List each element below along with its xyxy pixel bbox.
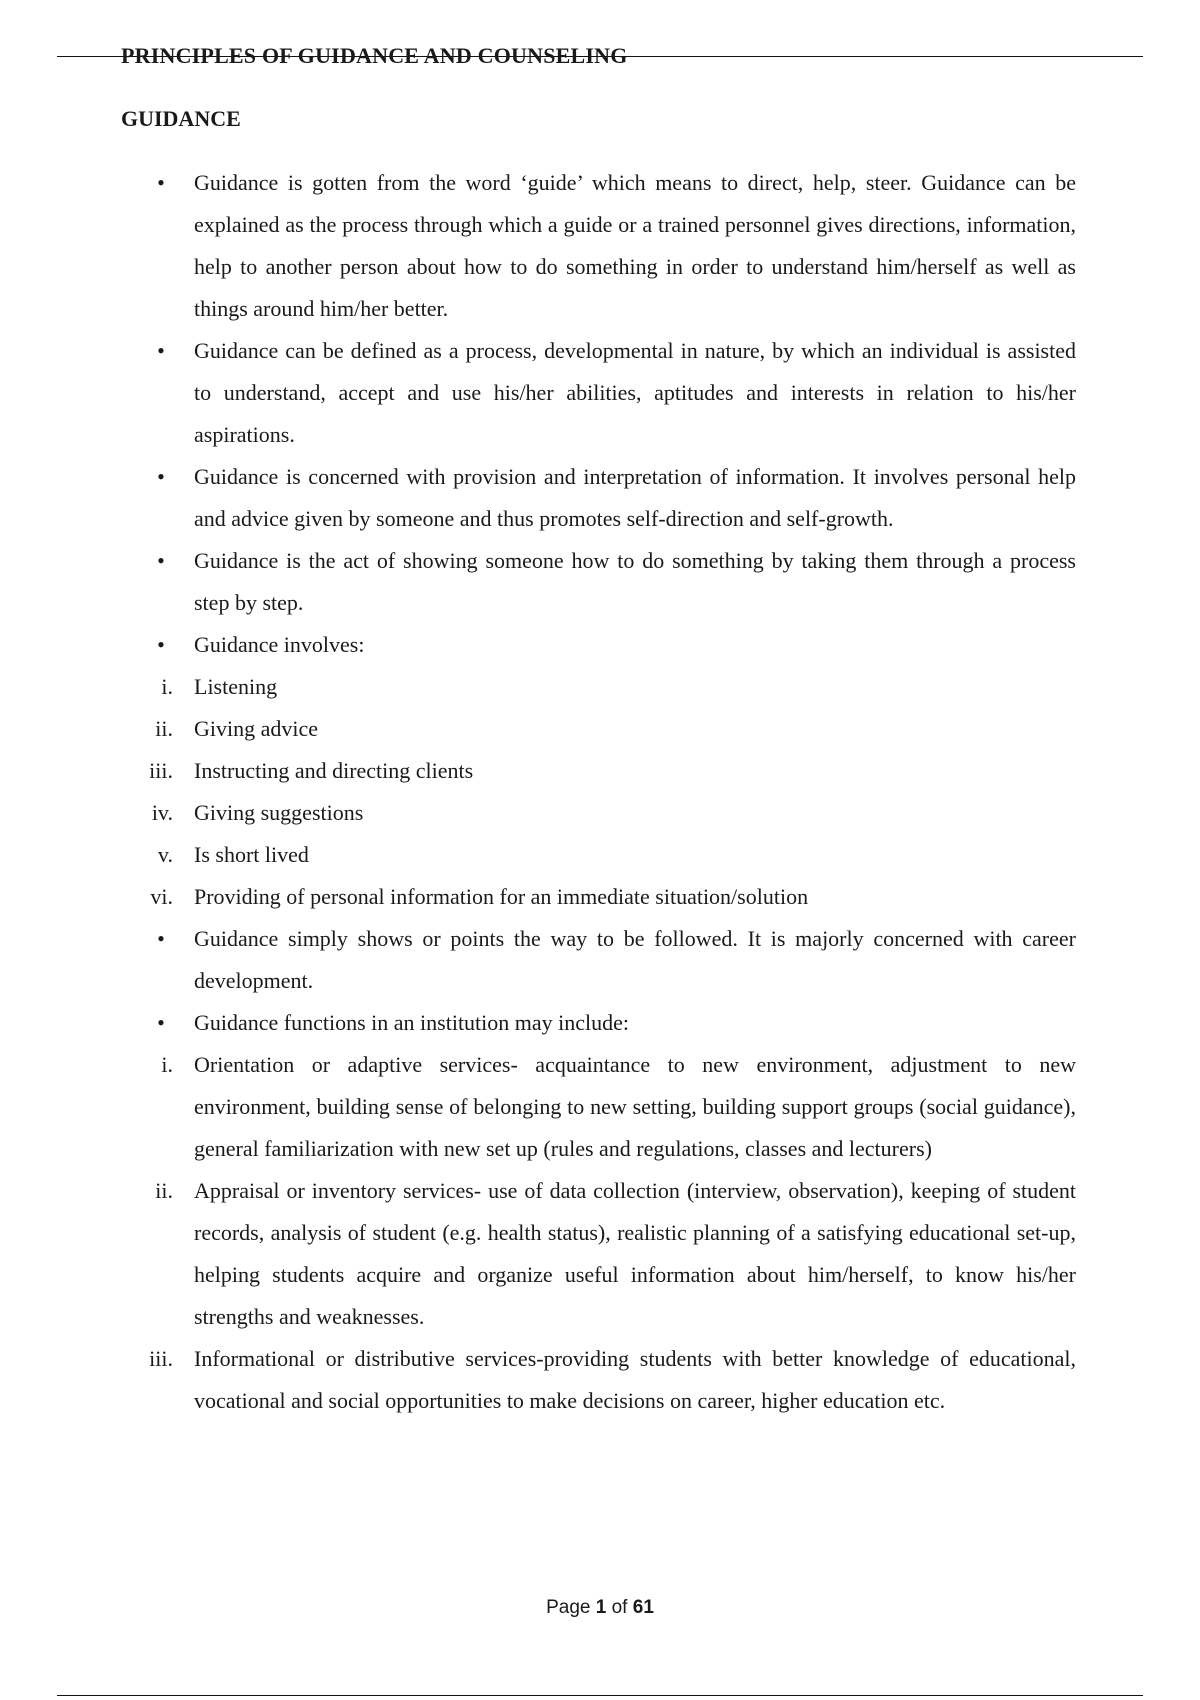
bullet-item	[121, 162, 1076, 330]
bullet-icon: •	[157, 464, 165, 489]
bullet-icon: •	[157, 548, 165, 573]
bullet-text: Guidance is the act of showing someone how to do something by taking them through a process step by step.	[194, 548, 1076, 615]
roman-list-item	[121, 792, 1076, 834]
roman-list-item	[121, 876, 1076, 918]
bullet-text: Guidance can be defined as a process, developmental in nature, by which an individual is assisted to understand, accept and use his/her abilities, aptitudes and interests in relation to his/her aspirations.	[194, 338, 1076, 447]
roman-numeral: v.	[157, 842, 173, 867]
bullet-text: Guidance simply shows or points the way to be followed. It is majorly concerned with career development.	[194, 926, 1076, 993]
bullet-icon: •	[157, 632, 165, 657]
roman-item-text: Appraisal or inventory services- use of data collection (interview, observation), keeping of student records, analysis of student (e.g. health status), realistic planning of a satisfying educational set-up, helping students acquire and organize useful information about him/herself, to know his/her strengths and weaknesses.	[194, 1178, 1076, 1329]
roman-item-text: Orientation or adaptive services- acquaintance to new environment, adjustment to new environment, building sense of belonging to new setting, building support groups (social guidance), general familiarization with new set up (rules and regulations, classes and lecturers)	[194, 1052, 1076, 1161]
roman-item-text: Providing of personal information for an immediate situation/solution	[194, 884, 809, 909]
roman-numeral: vi.	[150, 884, 173, 909]
of-label: of	[611, 1597, 628, 1618]
roman-list-item	[121, 750, 1076, 792]
page-label: Page	[546, 1597, 591, 1618]
roman-numeral: iii.	[149, 1346, 173, 1371]
bullet-text: Guidance is gotten from the word ‘guide’ which means to direct, help, steer. Guidance can be explained as the process through which a guide or a trained personnel gives directions, information, help to another person about how to do something in order to understand him/herself as well as things around him/her better.	[194, 170, 1076, 321]
roman-list-item	[121, 708, 1076, 750]
roman-list-item	[121, 1338, 1076, 1422]
bullet-icon: •	[157, 170, 165, 195]
roman-numeral: iv.	[151, 800, 173, 825]
section-heading: GUIDANCE	[121, 106, 241, 131]
roman-numeral: i.	[161, 674, 173, 699]
roman-numeral: iii.	[149, 758, 173, 783]
bullet-icon: •	[157, 338, 165, 363]
document-title: PRINCIPLES OF GUIDANCE AND COUNSELING	[121, 43, 628, 68]
page-footer	[0, 1597, 1200, 1619]
roman-item-text: Informational or distributive services-providing students with better knowledge of educational, vocational and social opportunities to make decisions on career, higher education etc.	[194, 1346, 1076, 1413]
roman-item-text: Giving advice	[194, 716, 319, 741]
bullet-item	[121, 624, 1076, 666]
roman-list-guidance-involves	[121, 666, 1076, 918]
bullet-item	[121, 330, 1076, 456]
roman-item-text: Giving suggestions	[194, 800, 364, 825]
roman-item-text: Listening	[194, 674, 278, 699]
bullet-item	[121, 1002, 1076, 1044]
bullet-item	[121, 918, 1076, 1002]
bullet-text: Guidance involves:	[194, 632, 365, 657]
bullet-list	[121, 918, 1076, 1044]
roman-list-guidance-functions	[121, 1044, 1076, 1422]
bullet-icon: •	[157, 926, 165, 951]
roman-numeral: ii.	[155, 1178, 173, 1203]
bullet-item	[121, 456, 1076, 540]
roman-list-item	[121, 834, 1076, 876]
page-number: 1	[595, 1597, 607, 1618]
roman-item-text: Instructing and directing clients	[194, 758, 474, 783]
bullet-text: Guidance functions in an institution may include:	[194, 1010, 630, 1035]
roman-item-text: Is short lived	[194, 842, 309, 867]
bullet-list	[121, 162, 1076, 666]
footer-rule	[57, 1695, 1143, 1696]
total-pages: 61	[632, 1597, 654, 1618]
bullet-item	[121, 540, 1076, 624]
bullet-text: Guidance is concerned with provision and interpretation of information. It involves personal help and advice given by someone and thus promotes self-direction and self-growth.	[194, 464, 1076, 531]
roman-list-item	[121, 1044, 1076, 1170]
roman-numeral: ii.	[155, 716, 173, 741]
bullet-icon: •	[157, 1010, 165, 1035]
roman-list-item	[121, 666, 1076, 708]
roman-numeral: i.	[161, 1052, 173, 1077]
roman-list-item	[121, 1170, 1076, 1338]
document-body	[121, 162, 1076, 1422]
